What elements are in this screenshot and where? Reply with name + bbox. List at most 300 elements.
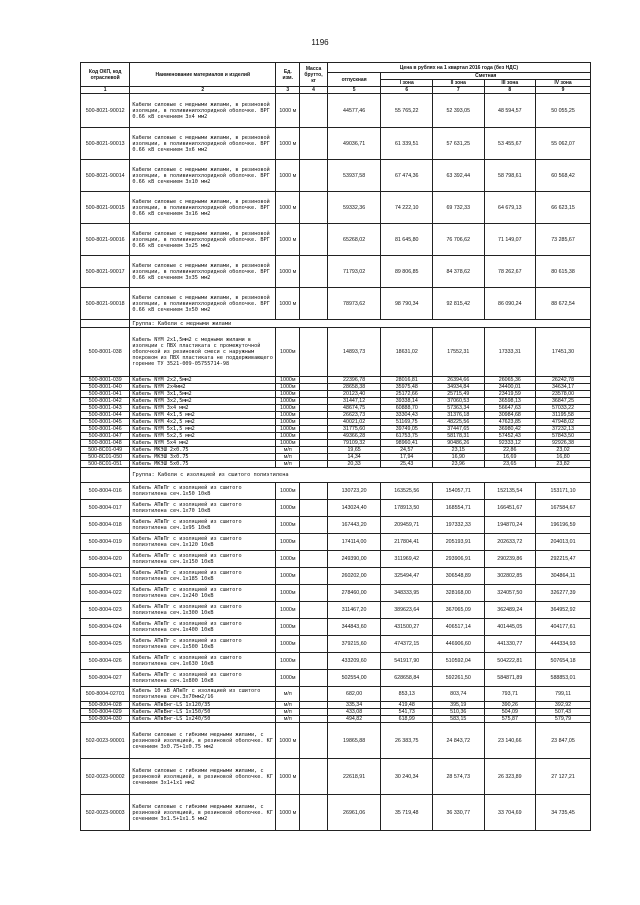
zone-2-price-cell: 58178,31 [433, 433, 485, 440]
unit-cell: 1000м [276, 568, 300, 585]
zone-4-price-cell: 88 672,54 [536, 288, 591, 320]
col-index: 6 [381, 87, 433, 94]
unit-cell: 1000м [276, 398, 300, 405]
table-row [81, 687, 591, 702]
mass-cell [300, 759, 327, 795]
code-cell: 500-8001-047 [81, 433, 130, 440]
code-cell: 500-8004-020 [81, 551, 130, 568]
zone-2-price-cell: 76 706,62 [433, 224, 485, 256]
zone-2-price-cell: 63 392,44 [433, 160, 485, 192]
table-row [81, 534, 591, 551]
release-price-cell: 22396,78 [327, 377, 381, 384]
mass-cell [300, 391, 327, 398]
release-price-cell: 502554,00 [327, 670, 381, 687]
table-row [81, 224, 591, 256]
mass-cell [300, 398, 327, 405]
code-cell: 500-8004-029 [81, 709, 130, 716]
mass-cell [300, 384, 327, 391]
zone-2-price-cell: 205193,91 [433, 534, 485, 551]
zone-3-price-cell: 48 594,57 [484, 94, 536, 128]
table-row [81, 454, 591, 461]
release-price-cell: 260202,00 [327, 568, 381, 585]
table-row [81, 517, 591, 534]
zone-3-price-cell: 22,86 [484, 447, 536, 454]
zone-1-price-cell: 853,13 [381, 687, 433, 702]
mass-cell [300, 426, 327, 433]
code-cell: 500-8021-90014 [81, 160, 130, 192]
unit-cell: 1000 м [276, 224, 300, 256]
unit-cell: 1000 м [276, 759, 300, 795]
zone-2-price-cell: 84 378,62 [433, 256, 485, 288]
code-cell: 502-0023-90002 [81, 759, 130, 795]
zone-3-price-cell: 504222,81 [484, 653, 536, 670]
mass-cell [300, 795, 327, 831]
unit-cell: 1000 м [276, 192, 300, 224]
zone-1-price-cell: 348333,95 [381, 585, 433, 602]
zone-2-price-cell: 28 574,73 [433, 759, 485, 795]
table-row [81, 759, 591, 795]
table-row [81, 160, 591, 192]
zone-2-price-cell: 306548,89 [433, 568, 485, 585]
zone-2-price-cell: 583,15 [433, 716, 485, 723]
unit-cell: м/п [276, 447, 300, 454]
zone-4-price-cell: 304864,11 [536, 568, 591, 585]
zone-3-price-cell: 194870,24 [484, 517, 536, 534]
mass-cell [300, 687, 327, 702]
zone-4-price-cell: 204013,01 [536, 534, 591, 551]
price-table [80, 62, 591, 831]
zone-4-price-cell: 57033,22 [536, 405, 591, 412]
name-cell: Кабель АПвПг с изоляцией из сшитого полиэтилена сеч.1х185 10кВ [130, 568, 276, 585]
table-row [81, 619, 591, 636]
mass-cell [300, 461, 327, 468]
mass-cell [300, 483, 327, 500]
zone-4-price-cell: 799,11 [536, 687, 591, 702]
zone-4-price-cell: 55 062,07 [536, 128, 591, 160]
name-cell: Кабель NYM 2х1,5мм2 с медными жилами в изоляции с ПВХ пластиката с промежуточной оболочкой из резиновой смеси с наружным покровом из ПВХ пластиката не поддерживающего горение ТУ 3521-009-05755714-98 [130, 328, 276, 377]
unit-cell: 1000 м [276, 795, 300, 831]
zone-3-price-cell: 30984,68 [484, 412, 536, 419]
col-index: 4 [300, 87, 327, 94]
release-price-cell: 26961,06 [327, 795, 381, 831]
name-cell: Кабель АПвПг с изоляцией из сшитого полиэтилена сеч.1х800 10кВ [130, 670, 276, 687]
code-cell: 500-8004-023 [81, 602, 130, 619]
zone-1-price-cell: 389623,64 [381, 602, 433, 619]
zone-1-price-cell: 51169,75 [381, 419, 433, 426]
zone-3-price-cell: 16,69 [484, 454, 536, 461]
zone-3-price-cell: 324057,50 [484, 585, 536, 602]
table-row [81, 384, 591, 391]
code-cell: 500-8004-016 [81, 483, 130, 500]
group-row [81, 320, 591, 328]
zone-3-price-cell: 47623,85 [484, 419, 536, 426]
unit-cell: 1000м [276, 636, 300, 653]
zone-1-price-cell: 60888,70 [381, 405, 433, 412]
table-row [81, 412, 591, 419]
code-cell: 500-8004-030 [81, 716, 130, 723]
col-index: 1 [81, 87, 130, 94]
code-cell: 500-8С01-050 [81, 454, 130, 461]
table-row [81, 94, 591, 128]
code-cell: 500-8001-038 [81, 328, 130, 377]
zone-3-price-cell: 34400,01 [484, 384, 536, 391]
zone-3-price-cell: 78 262,67 [484, 256, 536, 288]
zone-2-price-cell: 328168,00 [433, 585, 485, 602]
unit-cell: 1000м [276, 534, 300, 551]
release-price-cell: 79109,32 [327, 440, 381, 447]
group-row [81, 468, 591, 483]
code-cell: 500-8001-040 [81, 384, 130, 391]
zone-3-price-cell: 56647,63 [484, 405, 536, 412]
zone-4-price-cell: 588853,01 [536, 670, 591, 687]
unit-cell: 1000м [276, 483, 300, 500]
zone-3-price-cell: 58 798,61 [484, 160, 536, 192]
name-cell: Кабель МКЭШ 2х0.75 [130, 447, 276, 454]
group-title: Группа: Кабели с медными жилами [130, 320, 591, 328]
name-cell: Кабели силовые с медными жилами, в резиновой изоляции, в поливинилхлоридной оболочке. ВРГ 0.66 кВ сечением 3х50 мм2 [130, 288, 276, 320]
zone-1-price-cell: 30 240,34 [381, 759, 433, 795]
zone-2-price-cell: 57 631,25 [433, 128, 485, 160]
mass-cell [300, 447, 327, 454]
table-row [81, 585, 591, 602]
table-row [81, 716, 591, 723]
zone-3-price-cell: 152135,54 [484, 483, 536, 500]
zone-4-price-cell: 34 735,45 [536, 795, 591, 831]
name-cell: Кабели силовые с медными жилами, в резиновой изоляции, в поливинилхлоридной оболочке. ВРГ 0.66 кВ сечением 3х4 мм2 [130, 94, 276, 128]
zone-1-price-cell: 474372,15 [381, 636, 433, 653]
col-zone-2-header: II зона [433, 80, 485, 87]
name-cell: Кабель АПвПг с изоляцией из сшитого полиэтилена сеч.1х240 10кВ [130, 585, 276, 602]
zone-2-price-cell: 168554,71 [433, 500, 485, 517]
mass-cell [300, 128, 327, 160]
mass-cell [300, 619, 327, 636]
mass-cell [300, 670, 327, 687]
release-price-cell: 335,34 [327, 702, 381, 709]
mass-cell [300, 412, 327, 419]
table-row [81, 447, 591, 454]
col-estimate-header: Сметная [381, 73, 591, 80]
col-index: 2 [130, 87, 276, 94]
zone-4-price-cell: 73 285,67 [536, 224, 591, 256]
unit-cell: м/п [276, 454, 300, 461]
zone-4-price-cell: 167584,67 [536, 500, 591, 517]
table-row [81, 568, 591, 585]
zone-1-price-cell: 431500,27 [381, 619, 433, 636]
release-price-cell: 59332,36 [327, 192, 381, 224]
name-cell: Кабель АПвВнг-LS 1х150/50 [130, 709, 276, 716]
unit-cell: 1000м [276, 405, 300, 412]
zone-1-price-cell: 24,57 [381, 447, 433, 454]
unit-cell: 1000 м [276, 160, 300, 192]
release-price-cell: 14,34 [327, 454, 381, 461]
name-cell: Кабель АПвПг с изоляцией из сшитого полиэтилена сеч.1х400 10кВ [130, 619, 276, 636]
unit-cell: 1000м [276, 328, 300, 377]
release-price-cell: 143024,40 [327, 500, 381, 517]
mass-cell [300, 94, 327, 128]
code-cell: 500-8001-048 [81, 440, 130, 447]
zone-1-price-cell: 39749,05 [381, 426, 433, 433]
table-row [81, 288, 591, 320]
code-cell: 500-8С01-051 [81, 461, 130, 468]
zone-1-price-cell: 178913,50 [381, 500, 433, 517]
zone-1-price-cell: 18631,02 [381, 328, 433, 377]
name-cell: Кабель АПвВнг-LS 1х240/50 [130, 716, 276, 723]
code-cell: 500-8021-90016 [81, 224, 130, 256]
mass-cell [300, 500, 327, 517]
code-cell: 500-8004-022 [81, 585, 130, 602]
zone-3-price-cell: 23419,59 [484, 391, 536, 398]
name-cell: Кабель NYM 5х4 мм2 [130, 440, 276, 447]
zone-2-price-cell: 92 815,42 [433, 288, 485, 320]
mass-cell [300, 702, 327, 709]
zone-1-price-cell: 419,48 [381, 702, 433, 709]
unit-cell: м/п [276, 709, 300, 716]
mass-cell [300, 517, 327, 534]
zone-1-price-cell: 26 383,75 [381, 723, 433, 759]
zone-2-price-cell: 17552,31 [433, 328, 485, 377]
zone-2-price-cell: 16,90 [433, 454, 485, 461]
table-row [81, 405, 591, 412]
release-price-cell: 31447,12 [327, 398, 381, 405]
unit-cell: 1000м [276, 500, 300, 517]
mass-cell [300, 551, 327, 568]
mass-cell [300, 716, 327, 723]
zone-1-price-cell: 311969,42 [381, 551, 433, 568]
zone-4-price-cell: 23,82 [536, 461, 591, 468]
zone-4-price-cell: 26242,78 [536, 377, 591, 384]
zone-4-price-cell: 60 568,42 [536, 160, 591, 192]
release-price-cell: 311467,20 [327, 602, 381, 619]
zone-3-price-cell: 26 323,89 [484, 759, 536, 795]
zone-2-price-cell: 24 843,72 [433, 723, 485, 759]
zone-4-price-cell: 444334,93 [536, 636, 591, 653]
code-cell: 500-8004-021 [81, 568, 130, 585]
release-price-cell: 130723,20 [327, 483, 381, 500]
zone-1-price-cell: 33304,43 [381, 412, 433, 419]
code-cell: 500-8001-045 [81, 419, 130, 426]
release-price-cell: 249390,00 [327, 551, 381, 568]
col-mass-header: Масса брутто, кг [300, 63, 327, 87]
zone-2-price-cell: 90486,26 [433, 440, 485, 447]
code-cell: 500-8004-026 [81, 653, 130, 670]
mass-cell [300, 723, 327, 759]
zone-4-price-cell: 392,92 [536, 702, 591, 709]
zone-3-price-cell: 17333,31 [484, 328, 536, 377]
name-cell: Кабели силовые с гибкими медными жилами, с резиновой изоляцией, в резиновой оболочке. КГ сечением 3х1+1х1 мм2 [130, 759, 276, 795]
zone-3-price-cell: 362489,24 [484, 602, 536, 619]
name-cell: Кабель NYM 5х1,5 мм2 [130, 426, 276, 433]
zone-1-price-cell: 25,43 [381, 461, 433, 468]
code-cell: 500-8001-039 [81, 377, 130, 384]
code-cell: 500-8001-042 [81, 398, 130, 405]
zone-2-price-cell: 23,96 [433, 461, 485, 468]
name-cell: Кабель АПвПг с изоляцией из сшитого полиэтилена сеч.1х500 10кВ [130, 636, 276, 653]
name-cell: Кабели силовые с медными жилами, в резиновой изоляции, в поливинилхлоридной оболочке. ВРГ 0.66 кВ сечением 3х16 мм2 [130, 192, 276, 224]
unit-cell: 1000м [276, 585, 300, 602]
zone-4-price-cell: 31195,58 [536, 412, 591, 419]
zone-3-price-cell: 26065,36 [484, 377, 536, 384]
zone-1-price-cell: 74 222,10 [381, 192, 433, 224]
zone-2-price-cell: 367065,09 [433, 602, 485, 619]
name-cell: Кабель АПвПг с изоляцией из сшитого полиэтилена сеч.1х150 10кВ [130, 551, 276, 568]
zone-1-price-cell: 67 474,36 [381, 160, 433, 192]
name-cell: Кабель АПвПг с изоляцией из сшитого полиэтилена сеч.1х630 10кВ [130, 653, 276, 670]
release-price-cell: 53937,58 [327, 160, 381, 192]
zone-3-price-cell: 290239,86 [484, 551, 536, 568]
mass-cell [300, 653, 327, 670]
zone-4-price-cell: 292215,47 [536, 551, 591, 568]
zone-2-price-cell: 197332,33 [433, 517, 485, 534]
unit-cell: 1000 м [276, 94, 300, 128]
table-row [81, 377, 591, 384]
group-title: Группа: Кабели с изоляцией из сшитого полиэтилена [130, 468, 591, 483]
code-cell: 500-8021-90015 [81, 192, 130, 224]
mass-cell [300, 433, 327, 440]
zone-4-price-cell: 23578,00 [536, 391, 591, 398]
unit-cell: 1000м [276, 517, 300, 534]
zone-3-price-cell: 57452,43 [484, 433, 536, 440]
zone-3-price-cell: 53 455,67 [484, 128, 536, 160]
unit-cell: 1000м [276, 433, 300, 440]
mass-cell [300, 568, 327, 585]
table-row [81, 702, 591, 709]
mass-cell [300, 160, 327, 192]
mass-cell [300, 602, 327, 619]
table-row [81, 328, 591, 377]
zone-3-price-cell: 36980,42 [484, 426, 536, 433]
name-cell: Кабель NYM 5х2,5 мм2 [130, 433, 276, 440]
col-index: 3 [276, 87, 300, 94]
code-cell: 500-8001-044 [81, 412, 130, 419]
unit-cell: 1000м [276, 551, 300, 568]
release-price-cell: 174114,00 [327, 534, 381, 551]
release-price-cell: 48674,75 [327, 405, 381, 412]
zone-3-price-cell: 92333,12 [484, 440, 536, 447]
zone-3-price-cell: 166451,67 [484, 500, 536, 517]
zone-4-price-cell: 507654,18 [536, 653, 591, 670]
zone-2-price-cell: 510,36 [433, 709, 485, 716]
zone-1-price-cell: 89 806,85 [381, 256, 433, 288]
unit-cell: 1000м [276, 602, 300, 619]
unit-cell: 1000 м [276, 723, 300, 759]
name-cell: Кабели силовые с медными жилами, в резиновой изоляции, в поливинилхлоридной оболочке. ВРГ 0.66 кВ сечением 3х6 мм2 [130, 128, 276, 160]
mass-cell [300, 377, 327, 384]
zone-1-price-cell: 325494,47 [381, 568, 433, 585]
release-price-cell: 19865,88 [327, 723, 381, 759]
mass-cell [300, 405, 327, 412]
zone-2-price-cell: 31376,18 [433, 412, 485, 419]
code-cell: 500-8004-017 [81, 500, 130, 517]
zone-3-price-cell: 793,71 [484, 687, 536, 702]
zone-1-price-cell: 35 719,48 [381, 795, 433, 831]
zone-2-price-cell: 57363,34 [433, 405, 485, 412]
zone-2-price-cell: 154057,71 [433, 483, 485, 500]
zone-4-price-cell: 50 055,25 [536, 94, 591, 128]
zone-1-price-cell: 541917,90 [381, 653, 433, 670]
col-zone-4-header: IV зона [536, 80, 591, 87]
unit-cell: 1000м [276, 440, 300, 447]
release-price-cell: 40021,02 [327, 419, 381, 426]
zone-4-price-cell: 27 127,21 [536, 759, 591, 795]
mass-cell [300, 192, 327, 224]
zone-3-price-cell: 71 149,07 [484, 224, 536, 256]
table-row [81, 128, 591, 160]
mass-cell [300, 454, 327, 461]
unit-cell: 1000м [276, 619, 300, 636]
zone-3-price-cell: 302802,85 [484, 568, 536, 585]
zone-1-price-cell: 98960,41 [381, 440, 433, 447]
name-cell: Кабели силовые с гибкими медными жилами, с резиновой изоляцией, в резиновой оболочке. КГ сечением 3х0.75+1х0.75 мм2 [130, 723, 276, 759]
zone-4-price-cell: 37232,13 [536, 426, 591, 433]
zone-4-price-cell: 92926,38 [536, 440, 591, 447]
name-cell: Кабели силовые с гибкими медными жилами, с резиновой изоляцией, в резиновой оболочке. КГ сечением 3х1.5+1х1.5 мм2 [130, 795, 276, 831]
code-cell: 500-8004-018 [81, 517, 130, 534]
mass-cell [300, 534, 327, 551]
unit-cell: 1000м [276, 412, 300, 419]
release-price-cell: 379215,60 [327, 636, 381, 653]
table-row [81, 670, 591, 687]
name-cell: Кабель NYM 3х2,5мм2 [130, 398, 276, 405]
col-name-header: Наименование материалов и изделий [130, 63, 276, 87]
unit-cell: 1000м [276, 384, 300, 391]
release-price-cell: 71793,02 [327, 256, 381, 288]
name-cell: Кабель МКЭШ 5х0.75 [130, 461, 276, 468]
unit-cell: м/п [276, 702, 300, 709]
zone-1-price-cell: 217804,41 [381, 534, 433, 551]
code-cell: 500-8004-019 [81, 534, 130, 551]
release-price-cell: 49036,71 [327, 128, 381, 160]
zone-2-price-cell: 592261,50 [433, 670, 485, 687]
code-cell: 500-8001-046 [81, 426, 130, 433]
group-code-cell [81, 320, 130, 328]
zone-2-price-cell: 23,15 [433, 447, 485, 454]
release-price-cell: 65268,02 [327, 224, 381, 256]
zone-2-price-cell: 803,74 [433, 687, 485, 702]
zone-3-price-cell: 504,09 [484, 709, 536, 716]
code-cell: 502-0023-90001 [81, 723, 130, 759]
name-cell: Кабели силовые с медными жилами, в резиновой изоляции, в поливинилхлоридной оболочке. ВРГ 0.66 кВ сечением 3х10 мм2 [130, 160, 276, 192]
table-row [81, 636, 591, 653]
release-price-cell: 344843,60 [327, 619, 381, 636]
zone-1-price-cell: 61753,75 [381, 433, 433, 440]
zone-4-price-cell: 196196,59 [536, 517, 591, 534]
col-index: 7 [433, 87, 485, 94]
name-cell: Кабель АПвПг с изоляцией из сшитого полиэтилена сеч.1х120 10кВ [130, 534, 276, 551]
zone-2-price-cell: 36 330,77 [433, 795, 485, 831]
zone-2-price-cell: 395,19 [433, 702, 485, 709]
table-row [81, 433, 591, 440]
release-price-cell: 20,33 [327, 461, 381, 468]
zone-1-price-cell: 541,73 [381, 709, 433, 716]
mass-cell [300, 224, 327, 256]
col-index: 9 [536, 87, 591, 94]
name-cell: Кабель АПвПг с изоляцией из сшитого полиэтилена сеч.1х300 10кВ [130, 602, 276, 619]
zone-3-price-cell: 401445,05 [484, 619, 536, 636]
zone-2-price-cell: 25715,49 [433, 391, 485, 398]
name-cell: Кабель АПвПг с изоляцией из сшитого полиэтилена сеч.1х70 10кВ [130, 500, 276, 517]
name-cell: Кабель NYM 4х1,5 мм2 [130, 412, 276, 419]
zone-3-price-cell: 64 679,13 [484, 192, 536, 224]
code-cell: 500-8004-027 [81, 670, 130, 687]
zone-1-price-cell: 28016,81 [381, 377, 433, 384]
table-row [81, 192, 591, 224]
col-release-header: отпускная [327, 73, 381, 87]
code-cell: 502-0023-90003 [81, 795, 130, 831]
release-price-cell: 433,08 [327, 709, 381, 716]
zone-1-price-cell: 628658,84 [381, 670, 433, 687]
mass-cell [300, 328, 327, 377]
zone-1-price-cell: 25172,66 [381, 391, 433, 398]
